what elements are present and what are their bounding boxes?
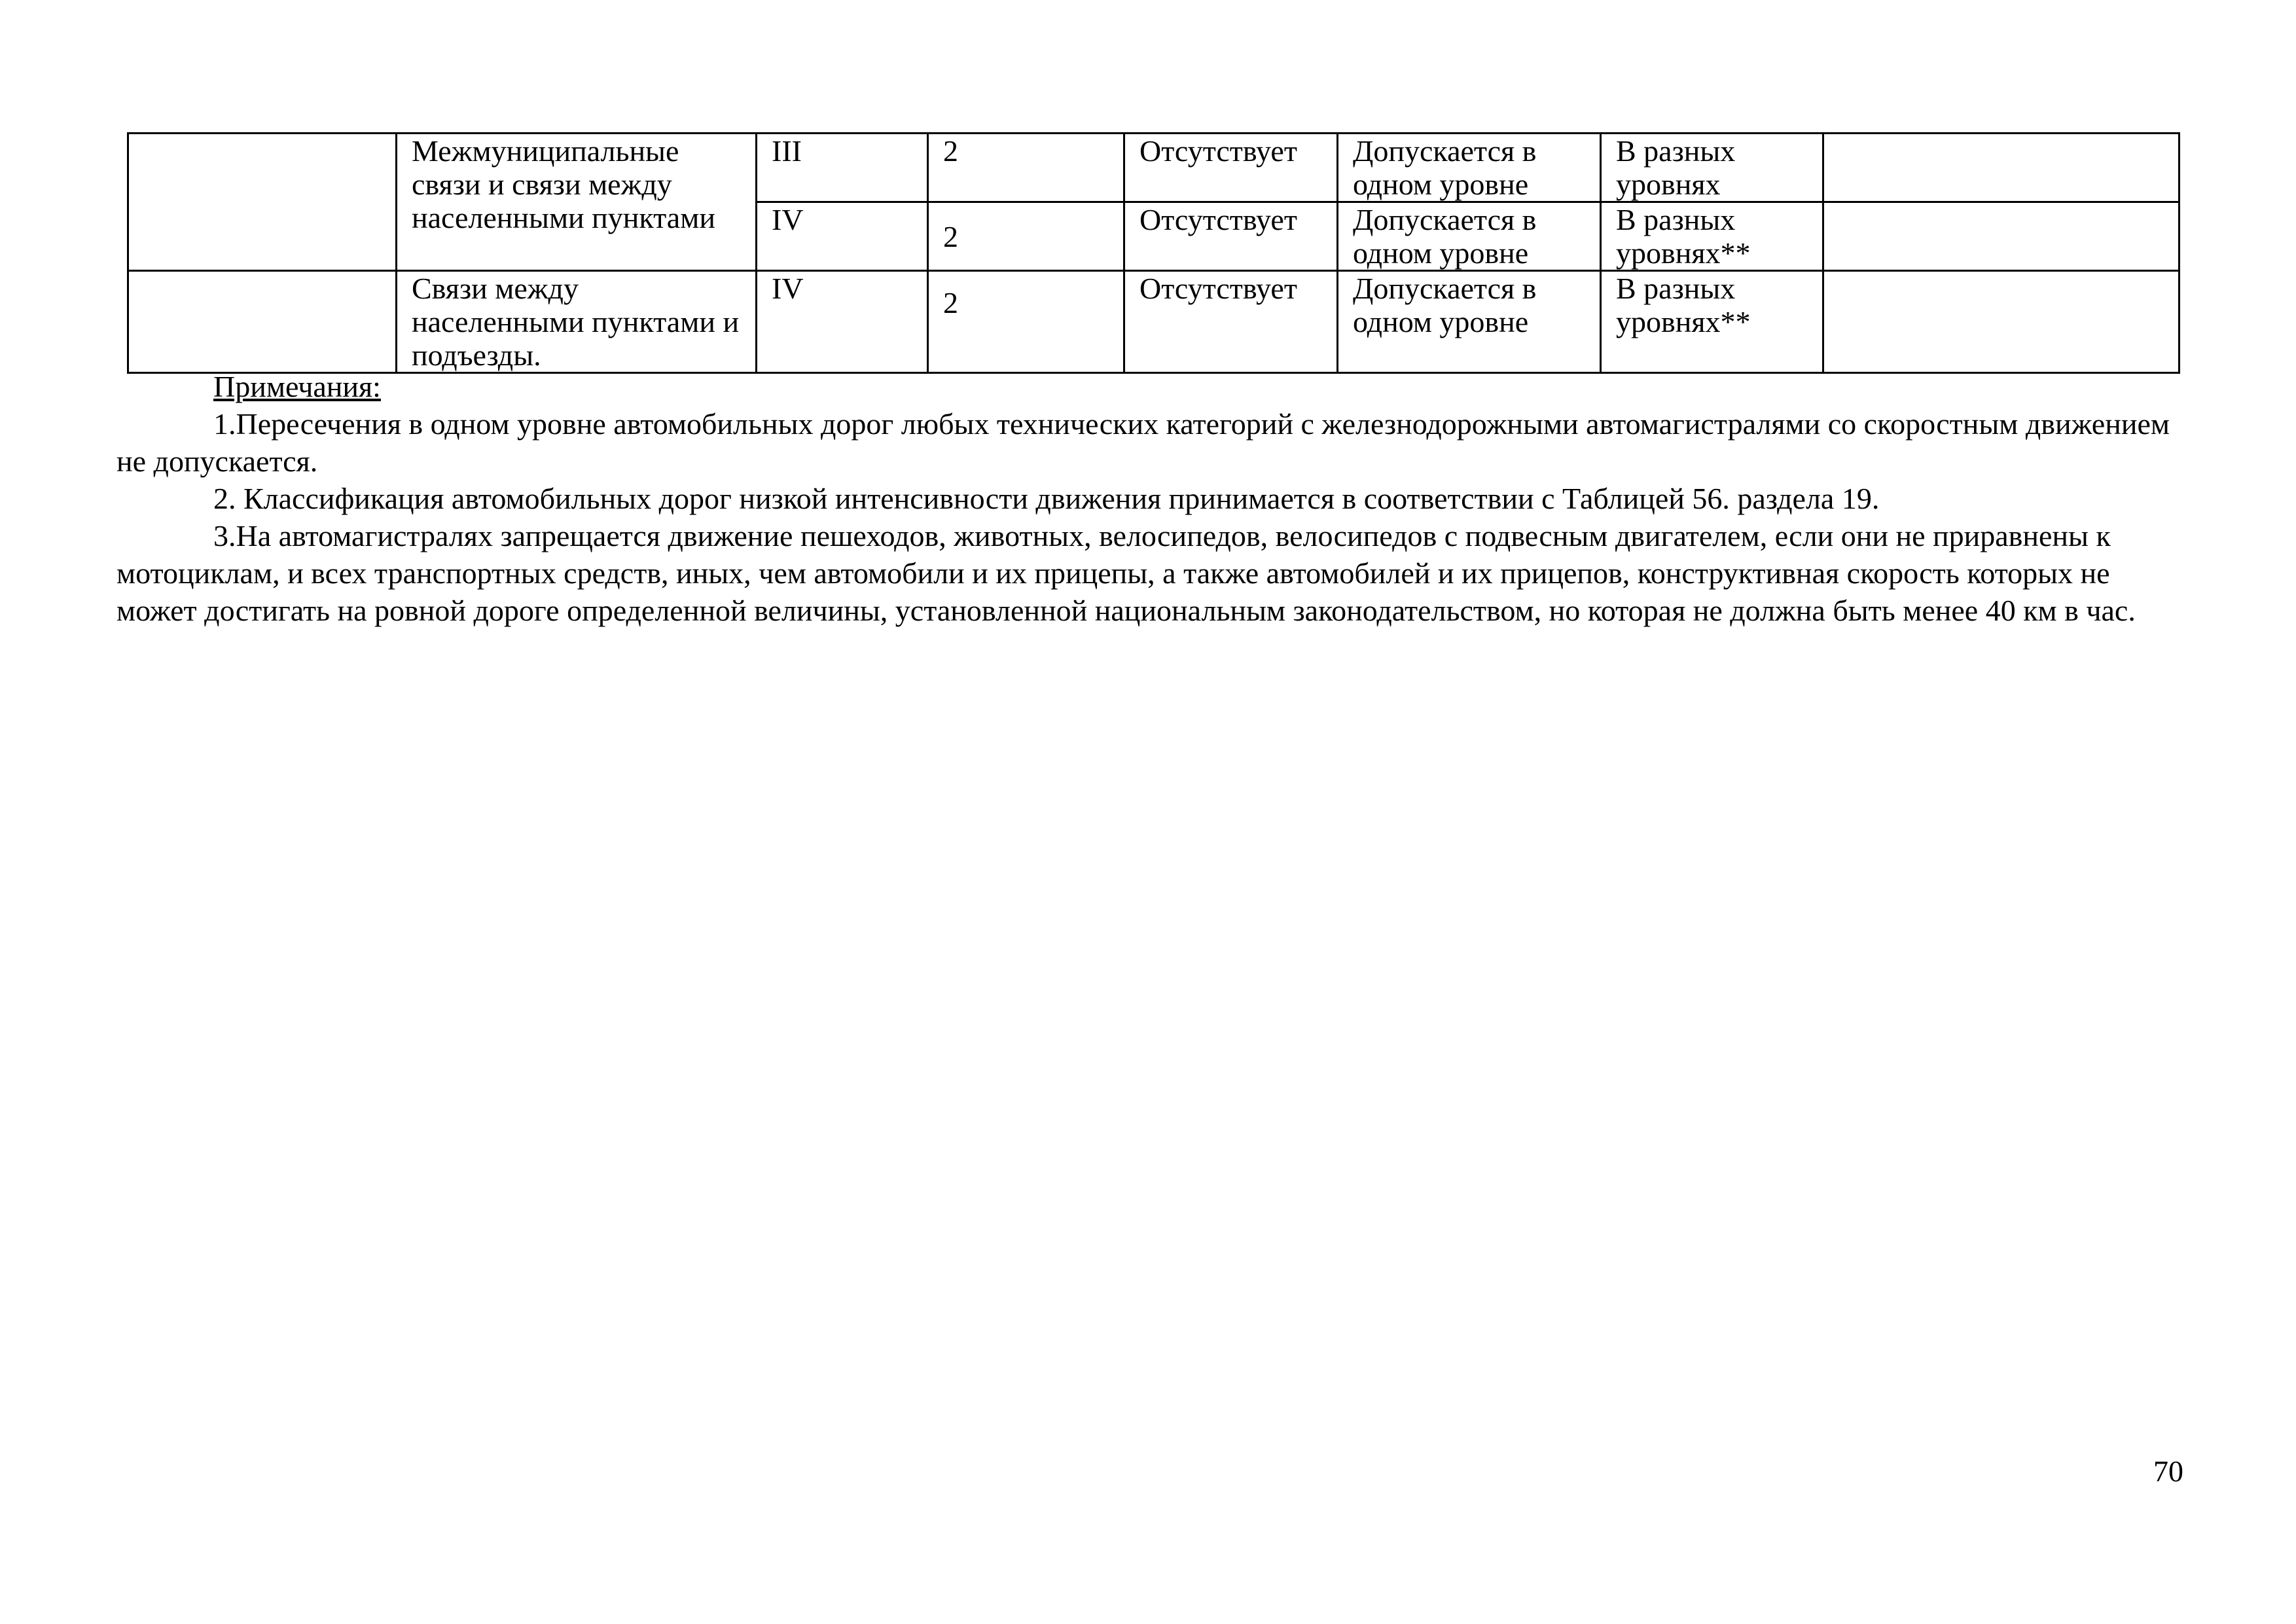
table-cell (128, 271, 397, 373)
table-row (128, 134, 2179, 202)
table-cell-category: III (757, 134, 928, 202)
notes-title (117, 368, 2185, 405)
table-cell: Отсутствует (1124, 134, 1338, 202)
table-cell (1823, 202, 2179, 271)
table-cell-value: 2 (928, 134, 1124, 202)
table-cell: Допускается в одном уровне (1338, 271, 1601, 373)
notes-title-text: Примечания: (213, 370, 381, 403)
notes-section (117, 368, 2185, 629)
table-cell (128, 134, 397, 271)
table-cell: В разных уровнях** (1601, 271, 1823, 373)
table-cell: Отсутствует (1124, 271, 1338, 373)
table-cell: В разных уровнях (1601, 134, 1823, 202)
table-cell-category: IV (757, 202, 928, 271)
table-cell-value: 2 (928, 271, 1124, 373)
table-cell: Допускается в одном уровне (1338, 202, 1601, 271)
table-cell: В разных уровнях** (1601, 202, 1823, 271)
table-cell-connection-type: Связи между населенными пунктами и подъезды. (397, 271, 757, 373)
table-cell-category: IV (757, 271, 928, 373)
table-row (128, 271, 2179, 373)
table-cell (1823, 271, 2179, 373)
table-cell-connection-type: Межмуниципальные связи и связи между населенными пунктами (397, 134, 757, 271)
note-item-3: 3.На автомагистралях запрещается движение пешеходов, животных, велосипедов, велосипедов с подвесным двигателем, если они не приравнены к мотоциклам, и всех транспортных средств, иных, чем автомобили и их прицепы, а также автомобилей и их прицепов, конструктивная скорость которых не может достигать на ровной дороге определенной величины, установленной национальным законодательством, но которая не должна быть менее 40 км в час. (117, 519, 2136, 627)
table-cell-value: 2 (928, 202, 1124, 271)
note-item-1: 1.Пересечения в одном уровне автомобильных дорог любых технических категорий с железнодорожными автомагистралями со скоростным движением не допускается. (117, 407, 2170, 478)
table-cell: Отсутствует (1124, 202, 1338, 271)
road-classification-table (127, 132, 2180, 374)
table-cell (1823, 134, 2179, 202)
page-number: 70 (2153, 1454, 2183, 1488)
table-cell: Допускается в одном уровне (1338, 134, 1601, 202)
note-item-2: 2. Классификация автомобильных дорог низкой интенсивности движения принимается в соответствии с Таблицей 56. раздела 19. (213, 482, 1880, 515)
